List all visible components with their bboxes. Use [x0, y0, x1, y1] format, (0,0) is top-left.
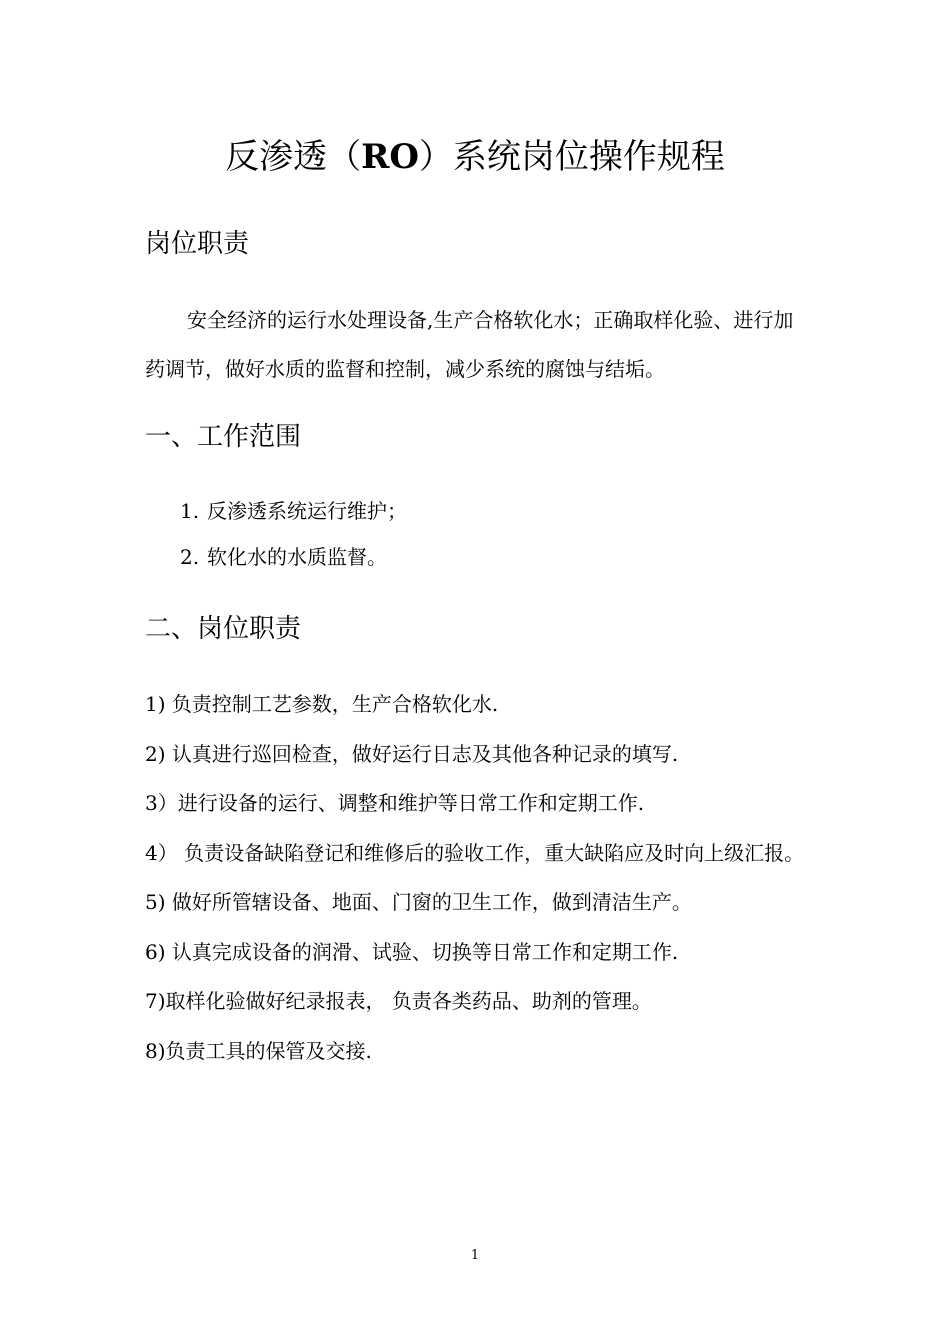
list-item-number: 2.	[180, 545, 200, 569]
scope-list	[180, 488, 407, 580]
list-item: 3）进行设备的运行、调整和维护等日常工作和定期工作.	[145, 791, 645, 815]
list-item: 6) 认真完成设备的润滑、试验、切换等日常工作和定期工作.	[145, 939, 679, 964]
section-responsibilities-heading: 二、岗位职责	[145, 614, 302, 644]
title-suffix: ）系统岗位操作规程	[418, 137, 725, 177]
list-item-text: 反渗透系统运行维护；	[207, 499, 407, 523]
section-duty-paragraph-text: 安全经济的运行水处理设备,生产合格软化水；正确取样化验、进行加药调节，做好水质的监督和控制，减少系统的腐蚀与结垢。	[145, 308, 794, 381]
list-item	[180, 488, 407, 534]
section-scope-heading: 一、工作范围	[145, 422, 302, 452]
section-duty-paragraph	[145, 296, 810, 394]
title-bold-abbreviation: RO	[361, 137, 419, 177]
list-item-text: 软化水的水质监督。	[207, 545, 387, 569]
document-title	[0, 132, 950, 182]
page-number: 1	[470, 1248, 480, 1263]
title-prefix: 反渗透（	[225, 137, 362, 177]
list-item: 7)取样化验做好纪录报表， 负责各类药品、助剂的管理。	[145, 989, 652, 1013]
list-item: 1) 负责控制工艺参数，生产合格软化水.	[145, 692, 499, 716]
list-item	[180, 534, 407, 580]
list-item: 4） 负责设备缺陷登记和维修后的验收工作，重大缺陷应及时向上级汇报。	[145, 840, 805, 865]
section-duty-heading: 岗位职责	[145, 229, 250, 259]
responsibilities-list	[145, 680, 810, 1076]
list-item: 8)负责工具的保管及交接.	[145, 1038, 372, 1063]
list-item-number: 1.	[180, 499, 200, 523]
list-item: 2) 认真进行巡回检查，做好运行日志及其他各种记录的填写.	[145, 741, 679, 766]
list-item: 5) 做好所管辖设备、地面、门窗的卫生工作，做到清洁生产。	[145, 890, 692, 914]
